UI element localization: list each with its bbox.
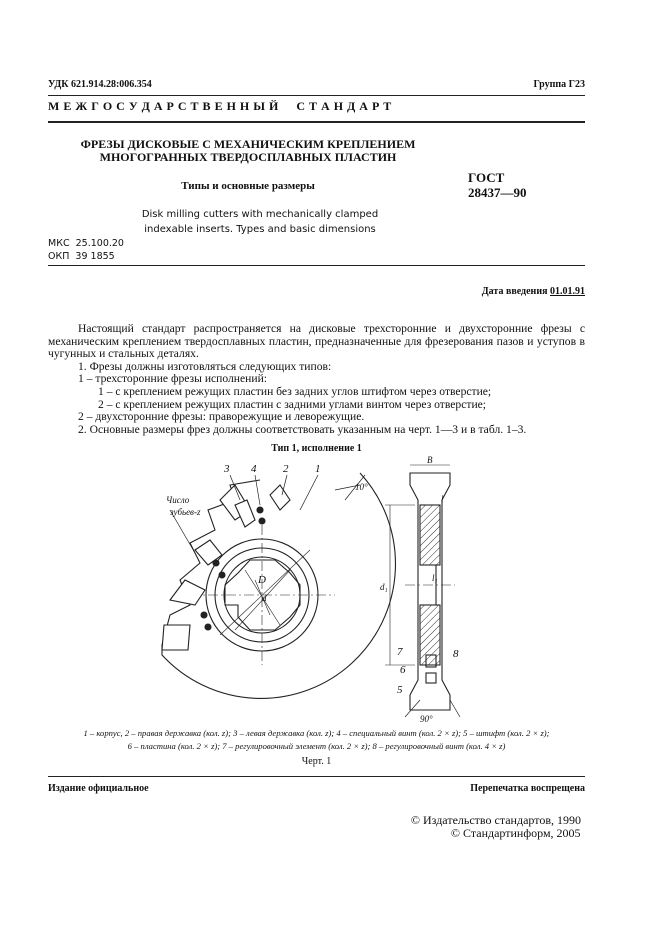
disc-side-view bbox=[385, 465, 460, 717]
document-subtitle: Типы и основные размеры bbox=[181, 180, 315, 192]
english-title bbox=[95, 207, 425, 237]
intro-date-value: 01.01.91 bbox=[550, 286, 585, 297]
angle-10-label: 10° bbox=[355, 482, 368, 492]
paragraph-scope: Настоящий стандарт распространяется на дисковые трехсторонние и двухсторонние фрезы с механическим креплением твердосплавных пластин, предназначенные для фрезерования пазов и уступов в чугунных и стальных деталях. bbox=[48, 322, 585, 361]
label-6: 6 bbox=[400, 664, 406, 676]
english-title-line-2: indexable inserts. Types and basic dimensions bbox=[144, 224, 376, 235]
figure-legend bbox=[40, 727, 593, 753]
copyright-2: © Стандартинформ, 2005 bbox=[450, 826, 581, 840]
cutter-drawing bbox=[150, 455, 480, 725]
teeth-label-2: зубьев-z bbox=[170, 507, 201, 517]
classification-codes bbox=[48, 237, 124, 263]
label-2: 2 bbox=[283, 463, 289, 475]
english-title-line-1: Disk milling cutters with mechanically clamped bbox=[141, 209, 379, 220]
label-8: 8 bbox=[453, 648, 459, 660]
label-l: l bbox=[441, 494, 444, 504]
paragraph-variant-2: 2 – с креплением режущих пластин с задними углами винтом через отверстие; bbox=[98, 397, 487, 411]
intro-date bbox=[482, 286, 585, 297]
label-d1: d₁ bbox=[380, 582, 388, 592]
figure-caption: Черт. 1 bbox=[301, 756, 332, 767]
mks-value: 25.100.20 bbox=[75, 238, 124, 249]
label-D: D bbox=[258, 574, 266, 586]
header-rule bbox=[48, 95, 585, 96]
okp-value: 39 1855 bbox=[75, 251, 115, 262]
figure-heading: Тип 1, исполнение 1 bbox=[271, 443, 362, 454]
copyright-1: © Издательство стандартов, 1990 bbox=[410, 813, 581, 827]
banner-rule bbox=[48, 121, 585, 123]
document-title bbox=[48, 138, 448, 164]
group-code: Группа Г23 bbox=[533, 79, 585, 90]
paragraph-three-sided: 1 – трехсторонние фрезы исполнений: bbox=[78, 372, 267, 386]
label-d: d bbox=[262, 593, 267, 603]
interstate-standard-banner: М Е Ж Г О С У Д А Р С Т В Е Н Н Ы Й С Т А Н Д А Р Т bbox=[48, 99, 392, 113]
teeth-label-1: Число bbox=[166, 495, 190, 505]
paragraph-dimensions: 2. Основные размеры фрез должны соответствовать указанным на черт. 1—3 и в табл. 1–3. bbox=[78, 422, 527, 436]
gost-label: ГОСТ bbox=[468, 170, 505, 185]
footer-rule bbox=[48, 776, 585, 777]
copyright-block bbox=[411, 814, 581, 840]
gost-number: 28437—90 bbox=[468, 185, 527, 200]
paragraph-variant-1: 1 – с креплением режущих пластин без задних углов штифтом через отверстие; bbox=[98, 384, 492, 398]
screw-heads bbox=[201, 507, 265, 630]
label-l1: l₁ bbox=[432, 573, 438, 583]
mks-label: МКС bbox=[48, 238, 70, 249]
legend-line-1: 1 – корпус, 2 – правая державка (кол. z); 3 – левая державка (кол. z); 4 – специальный винт (кол. 2 × z); 5 – штифт (кол. 2 × z); bbox=[83, 728, 550, 738]
udk-code: УДК 621.914.28:006.354 bbox=[48, 79, 152, 90]
gost-block bbox=[468, 170, 527, 200]
label-7: 7 bbox=[397, 646, 403, 658]
okp-label: ОКП bbox=[48, 251, 70, 262]
intro-date-label: Дата введения bbox=[481, 286, 548, 297]
official-edition: Издание официальное bbox=[48, 783, 149, 794]
body-text bbox=[48, 323, 585, 436]
paragraph-types: 1. Фрезы должны изготовляться следующих типов: bbox=[78, 359, 332, 373]
title-line-1: ФРЕЗЫ ДИСКОВЫЕ С МЕХАНИЧЕСКИМ КРЕПЛЕНИЕМ bbox=[80, 137, 416, 151]
paragraph-two-sided: 2 – двухсторонние фрезы: праворежущие и леворежущие. bbox=[78, 410, 365, 424]
title-line-2: МНОГОГРАННЫХ ТВЕРДОСПЛАВНЫХ ПЛАСТИН bbox=[99, 150, 397, 164]
label-1: 1 bbox=[315, 463, 321, 475]
label-5: 5 bbox=[397, 684, 403, 696]
legend-line-2: 6 – пластина (кол. 2 × z); 7 – регулировочный элемент (кол. 2 × z); 8 – регулировочный винт (кол. 4 × z) bbox=[127, 741, 506, 751]
label-4: 4 bbox=[251, 463, 257, 475]
label-3: 3 bbox=[224, 463, 230, 475]
reprint-notice: Перепечатка воспрещена bbox=[470, 783, 585, 794]
angle-90-label: 90° bbox=[420, 714, 433, 724]
label-B: B bbox=[427, 455, 433, 465]
title-block-rule bbox=[48, 265, 585, 266]
